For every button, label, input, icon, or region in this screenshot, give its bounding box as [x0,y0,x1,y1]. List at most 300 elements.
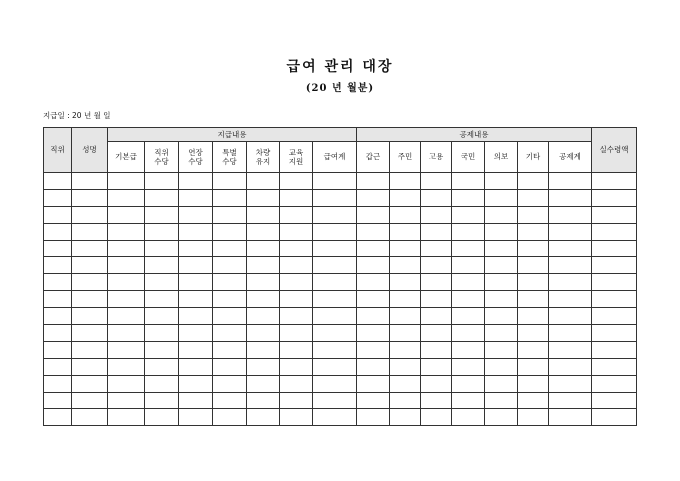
table-cell[interactable] [213,358,247,375]
table-cell[interactable] [44,206,72,223]
table-cell[interactable] [592,274,637,291]
table-cell[interactable] [485,341,518,358]
table-row [44,173,637,190]
table-cell[interactable] [108,173,145,190]
header-pay-line: 특별 [222,147,237,157]
table-cell[interactable] [452,375,485,392]
table-cell[interactable] [108,392,145,409]
header-deduction-0: 갑근 [357,142,390,173]
table-cell[interactable] [518,206,549,223]
table-cell[interactable] [179,189,213,206]
table-cell[interactable] [421,341,452,358]
table-row [44,409,637,426]
table-cell[interactable] [592,173,637,190]
table-cell[interactable] [145,325,179,342]
table-cell[interactable] [213,173,247,190]
table-cell[interactable] [108,223,145,240]
table-cell[interactable] [108,358,145,375]
table-cell[interactable] [213,291,247,308]
table-cell[interactable] [179,257,213,274]
header-deduction-3: 국민 [452,142,485,173]
table-cell[interactable] [145,291,179,308]
table-cell[interactable] [485,240,518,257]
table-cell[interactable] [390,375,421,392]
table-row [44,308,637,325]
table-cell[interactable] [485,223,518,240]
table-cell[interactable] [280,291,313,308]
header-deduction-5: 기타 [518,142,549,173]
table-cell[interactable] [44,189,72,206]
table-cell[interactable] [485,308,518,325]
table-cell[interactable] [390,240,421,257]
table-cell[interactable] [549,274,592,291]
table-cell[interactable] [247,173,280,190]
table-cell[interactable] [313,240,357,257]
table-cell[interactable] [108,257,145,274]
table-cell[interactable] [390,189,421,206]
table-cell[interactable] [247,392,280,409]
table-cell[interactable] [592,308,637,325]
table-cell[interactable] [44,409,72,426]
table-cell[interactable] [592,375,637,392]
table-cell[interactable] [452,173,485,190]
table-cell[interactable] [72,257,108,274]
header-group-pay: 지급내용 [108,128,357,142]
table-cell[interactable] [549,223,592,240]
header-position: 직위 [44,128,72,173]
table-cell[interactable] [549,189,592,206]
table-cell[interactable] [145,257,179,274]
table-cell[interactable] [357,291,390,308]
header-pay-line: 교육 [288,147,304,157]
table-cell[interactable] [518,240,549,257]
table-cell[interactable] [108,375,145,392]
table-cell[interactable] [72,308,108,325]
table-cell[interactable] [549,325,592,342]
table-cell[interactable] [108,189,145,206]
table-cell[interactable] [247,341,280,358]
table-cell[interactable] [357,325,390,342]
table-cell[interactable] [485,409,518,426]
table-cell[interactable] [280,375,313,392]
table-cell[interactable] [44,223,72,240]
table-cell[interactable] [72,375,108,392]
table-cell[interactable] [247,409,280,426]
table-cell[interactable] [421,173,452,190]
table-cell[interactable] [72,392,108,409]
table-cell[interactable] [145,308,179,325]
table-cell[interactable] [44,291,72,308]
table-cell[interactable] [592,341,637,358]
table-cell[interactable] [213,409,247,426]
table-cell[interactable] [108,341,145,358]
table-cell[interactable] [452,358,485,375]
header-pay-3 [213,142,247,173]
table-cell[interactable] [280,206,313,223]
table-row [44,375,637,392]
table-cell[interactable] [518,173,549,190]
table-cell[interactable] [390,257,421,274]
table-cell[interactable] [280,358,313,375]
table-cell[interactable] [390,223,421,240]
table-cell[interactable] [72,223,108,240]
table-cell[interactable] [518,358,549,375]
table-cell[interactable] [313,257,357,274]
table-row [44,341,637,358]
table-cell[interactable] [313,223,357,240]
table-cell[interactable] [213,308,247,325]
table-row [44,223,637,240]
table-cell[interactable] [421,392,452,409]
table-cell[interactable] [452,189,485,206]
table-cell[interactable] [108,308,145,325]
table-cell[interactable] [421,325,452,342]
table-cell[interactable] [213,257,247,274]
header-pay-line: 지원 [288,157,304,166]
table-cell[interactable] [421,240,452,257]
table-cell[interactable] [44,358,72,375]
table-cell[interactable] [44,240,72,257]
table-row [44,358,637,375]
table-cell[interactable] [213,206,247,223]
header-pay-line: 직위 [154,147,169,157]
table-cell[interactable] [179,375,213,392]
table-cell[interactable] [592,206,637,223]
table-cell[interactable] [592,257,637,274]
table-cell[interactable] [549,358,592,375]
table-cell[interactable] [452,274,485,291]
table-cell[interactable] [452,291,485,308]
table-cell[interactable] [390,308,421,325]
table-cell[interactable] [108,274,145,291]
table-cell[interactable] [518,325,549,342]
table-cell[interactable] [145,392,179,409]
table-cell[interactable] [145,341,179,358]
table-cell[interactable] [280,392,313,409]
table-cell[interactable] [452,325,485,342]
table-cell[interactable] [518,392,549,409]
table-cell[interactable] [390,358,421,375]
table-cell[interactable] [357,392,390,409]
table-cell[interactable] [44,341,72,358]
table-cell[interactable] [44,375,72,392]
table-cell[interactable] [108,206,145,223]
table-cell[interactable] [357,223,390,240]
table-cell[interactable] [108,240,145,257]
header-pay-line: 차량 [255,147,271,157]
table-cell[interactable] [213,325,247,342]
table-cell[interactable] [518,223,549,240]
table-cell[interactable] [485,325,518,342]
table-cell[interactable] [72,206,108,223]
table-cell[interactable] [518,409,549,426]
header-pay-line: 유지 [255,157,271,166]
table-cell[interactable] [421,206,452,223]
table-cell[interactable] [452,257,485,274]
table-cell[interactable] [213,375,247,392]
table-cell[interactable] [452,206,485,223]
table-cell[interactable] [179,341,213,358]
table-cell[interactable] [357,206,390,223]
table-cell[interactable] [592,358,637,375]
table-cell[interactable] [179,409,213,426]
header-pay-0 [108,142,145,173]
table-cell[interactable] [213,240,247,257]
table-cell[interactable] [44,308,72,325]
table-cell[interactable] [280,257,313,274]
table-cell[interactable] [72,189,108,206]
header-group-deduction: 공제내용 [357,128,592,142]
header-pay-line: 수당 [188,157,203,166]
table-cell[interactable] [145,173,179,190]
table-cell[interactable] [421,257,452,274]
table-cell[interactable] [44,325,72,342]
table-cell[interactable] [280,274,313,291]
table-cell[interactable] [592,409,637,426]
table-cell[interactable] [421,223,452,240]
header-name: 성명 [72,128,108,173]
document-subtitle: (20 년 월분) [305,83,375,94]
table-cell[interactable] [485,206,518,223]
table-cell[interactable] [179,173,213,190]
table-cell[interactable] [44,274,72,291]
table-cell[interactable] [357,189,390,206]
table-cell[interactable] [213,274,247,291]
table-cell[interactable] [549,257,592,274]
header-pay-line: 급여계 [323,152,346,162]
table-cell[interactable] [485,257,518,274]
table-cell[interactable] [485,291,518,308]
table-cell[interactable] [213,223,247,240]
table-cell[interactable] [72,291,108,308]
table-cell[interactable] [592,240,637,257]
table-cell[interactable] [280,189,313,206]
table-cell[interactable] [247,358,280,375]
table-cell[interactable] [421,358,452,375]
table-cell[interactable] [421,409,452,426]
table-cell[interactable] [179,358,213,375]
table-cell[interactable] [421,375,452,392]
table-cell[interactable] [357,308,390,325]
table-cell[interactable] [44,173,72,190]
table-cell[interactable] [313,325,357,342]
table-cell[interactable] [390,206,421,223]
table-cell[interactable] [549,173,592,190]
table-cell[interactable] [518,291,549,308]
table-cell[interactable] [549,392,592,409]
table-cell[interactable] [518,257,549,274]
table-cell[interactable] [145,375,179,392]
table-cell[interactable] [179,308,213,325]
table-cell[interactable] [421,274,452,291]
table-cell[interactable] [518,274,549,291]
table-cell[interactable] [357,274,390,291]
table-cell[interactable] [485,375,518,392]
table-cell[interactable] [485,274,518,291]
table-cell[interactable] [390,173,421,190]
table-cell[interactable] [145,240,179,257]
table-cell[interactable] [247,189,280,206]
table-cell[interactable] [179,325,213,342]
table-cell[interactable] [313,173,357,190]
table-cell[interactable] [179,240,213,257]
table-cell[interactable] [313,274,357,291]
table-cell[interactable] [357,257,390,274]
header-deduction-1: 주민 [390,142,421,173]
table-cell[interactable] [421,291,452,308]
header-pay-6 [313,142,357,173]
table-cell[interactable] [518,341,549,358]
table-cell[interactable] [213,341,247,358]
table-cell[interactable] [280,409,313,426]
table-cell[interactable] [280,173,313,190]
table-row [44,274,637,291]
table-cell[interactable] [313,206,357,223]
table-cell[interactable] [145,358,179,375]
table-cell[interactable] [145,189,179,206]
table-cell[interactable] [44,392,72,409]
table-cell[interactable] [313,308,357,325]
table-cell[interactable] [357,240,390,257]
document-title: 급여 관리 대장 [286,59,394,75]
table-row [44,206,637,223]
table-cell[interactable] [280,240,313,257]
table-cell[interactable] [452,308,485,325]
table-cell[interactable] [549,341,592,358]
table-cell[interactable] [72,173,108,190]
table-cell[interactable] [108,325,145,342]
table-cell[interactable] [145,274,179,291]
table-cell[interactable] [247,274,280,291]
table-cell[interactable] [313,375,357,392]
table-row [44,325,637,342]
table-cell[interactable] [549,409,592,426]
table-cell[interactable] [280,223,313,240]
table-cell[interactable] [247,325,280,342]
table-row [44,291,637,308]
table-cell[interactable] [390,274,421,291]
table-cell[interactable] [247,291,280,308]
table-cell[interactable] [357,375,390,392]
table-cell[interactable] [549,308,592,325]
table-row [44,240,637,257]
table-cell[interactable] [313,189,357,206]
table-cell[interactable] [357,409,390,426]
table-cell[interactable] [72,358,108,375]
table-cell[interactable] [592,392,637,409]
table-cell[interactable] [213,392,247,409]
table-cell[interactable] [421,308,452,325]
table-cell[interactable] [549,291,592,308]
table-cell[interactable] [179,274,213,291]
table-cell[interactable] [108,291,145,308]
header-pay-5 [280,142,313,173]
table-cell[interactable] [280,325,313,342]
table-cell[interactable] [592,189,637,206]
table-cell[interactable] [247,223,280,240]
table-cell[interactable] [313,409,357,426]
header-deduction-4: 의보 [485,142,518,173]
table-cell[interactable] [452,392,485,409]
table-cell[interactable] [518,308,549,325]
table-cell[interactable] [357,173,390,190]
header-pay-2 [179,142,213,173]
table-cell[interactable] [72,409,108,426]
table-cell[interactable] [313,392,357,409]
table-cell[interactable] [421,189,452,206]
table-cell[interactable] [247,257,280,274]
table-cell[interactable] [390,325,421,342]
header-deduction-2: 고용 [421,142,452,173]
table-cell[interactable] [592,223,637,240]
table-cell[interactable] [145,409,179,426]
table-row [44,392,637,409]
table-cell[interactable] [72,240,108,257]
table-cell[interactable] [313,358,357,375]
payday-label: 지급일 : 20 년 월 일 [43,111,111,120]
table-cell[interactable] [390,409,421,426]
payroll-ledger-table [43,127,637,426]
table-cell[interactable] [549,206,592,223]
table-cell[interactable] [179,291,213,308]
table-cell[interactable] [390,392,421,409]
table-cell[interactable] [549,240,592,257]
table-cell[interactable] [145,223,179,240]
header-net-pay: 실수령액 [592,128,637,173]
header-pay-line: 수당 [154,157,169,166]
table-cell[interactable] [592,325,637,342]
table-cell[interactable] [357,358,390,375]
table-cell[interactable] [179,392,213,409]
table-cell[interactable] [485,189,518,206]
table-cell[interactable] [145,206,179,223]
table-cell[interactable] [72,274,108,291]
header-pay-line: 수당 [222,157,237,166]
table-cell[interactable] [179,206,213,223]
table-cell[interactable] [72,341,108,358]
table-cell[interactable] [390,341,421,358]
table-cell[interactable] [280,308,313,325]
table-cell[interactable] [485,173,518,190]
table-cell[interactable] [247,240,280,257]
header-pay-line: 기본급 [115,152,137,162]
table-cell[interactable] [452,409,485,426]
table-cell[interactable] [247,308,280,325]
table-cell[interactable] [452,240,485,257]
table-cell[interactable] [179,223,213,240]
table-cell[interactable] [313,341,357,358]
table-cell[interactable] [247,375,280,392]
table-cell[interactable] [485,392,518,409]
table-cell[interactable] [549,375,592,392]
table-cell[interactable] [72,325,108,342]
table-cell[interactable] [518,375,549,392]
table-cell[interactable] [452,223,485,240]
table-cell[interactable] [108,409,145,426]
table-cell[interactable] [592,291,637,308]
table-cell[interactable] [390,291,421,308]
table-cell[interactable] [280,341,313,358]
header-pay-1 [145,142,179,173]
table-cell[interactable] [357,341,390,358]
table-cell[interactable] [452,341,485,358]
table-cell[interactable] [44,257,72,274]
table-cell[interactable] [518,189,549,206]
table-cell[interactable] [247,206,280,223]
table-cell[interactable] [313,291,357,308]
table-cell[interactable] [485,358,518,375]
table-cell[interactable] [213,189,247,206]
